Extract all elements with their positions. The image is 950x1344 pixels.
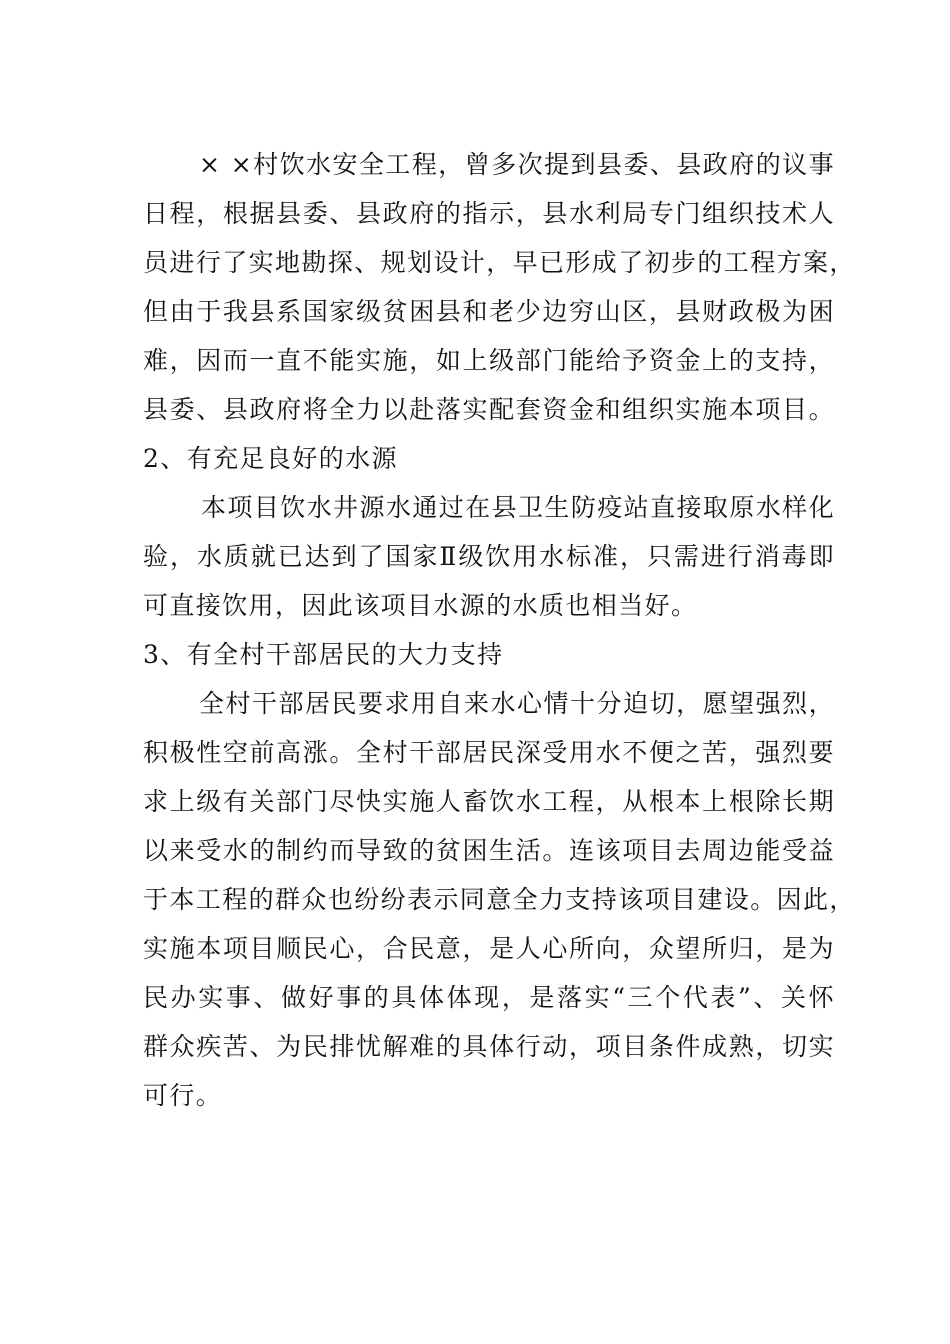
paragraph-line: 于本工程的群众也纷纷表示同意全力支持该项目建设。因此， (143, 885, 856, 914)
paragraph-line: 县委、县政府将全力以赴落实配套资金和组织实施本项目。 (143, 395, 835, 424)
paragraph-line: 实施本项目顺民心，合民意，是人心所向，众望所归，是为 (143, 934, 835, 963)
paragraph-line: 以来受水的制约而导致的贫困生活。连该项目去周边能受益 (143, 836, 835, 865)
paragraph-line: 但由于我县系国家级贫困县和老少边穷山区，县财政极为困 (143, 297, 835, 326)
paragraph-line: 可行。 (143, 1081, 223, 1110)
paragraph-line: 验，水质就已达到了国家Ⅱ级饮用水标准，只需进行消毒即 (143, 542, 835, 571)
paragraph-line: 难，因而一直不能实施，如上级部门能给予资金上的支持， (143, 346, 835, 375)
paragraph-line: 民办实事、做好事的具体体现，是落实“三个代表”、关怀 (143, 983, 835, 1012)
paragraph-line: 本项目饮水井源水通过在县卫生防疫站直接取原水样化 (201, 493, 835, 522)
paragraph-line: 积极性空前高涨。全村干部居民深受用水不便之苦，强烈要 (143, 738, 835, 767)
paragraph-line: 全村干部居民要求用自来水心情十分迫切，愿望强烈， (199, 689, 835, 718)
paragraph-line: 日程，根据县委、县政府的指示，县水利局专门组织技术人 (143, 199, 835, 228)
section-heading-villager-support: 3、有全村干部居民的大力支持 (143, 640, 504, 669)
paragraph-line: × ×村饮水安全工程，曾多次提到县委、县政府的议事 (199, 150, 835, 179)
section-heading-water-source: 2、有充足良好的水源 (143, 444, 398, 473)
paragraph-line: 求上级有关部门尽快实施人畜饮水工程，从根本上根除长期 (143, 787, 835, 816)
document-body (143, 140, 856, 1120)
paragraph-line: 可直接饮用，因此该项目水源的水质也相当好。 (143, 591, 698, 620)
paragraph-line: 员进行了实地勘探、规划设计，早已形成了初步的工程方案， (143, 248, 856, 277)
paragraph-line: 群众疾苦、为民排忧解难的具体行动，项目条件成熟，切实 (143, 1032, 835, 1061)
